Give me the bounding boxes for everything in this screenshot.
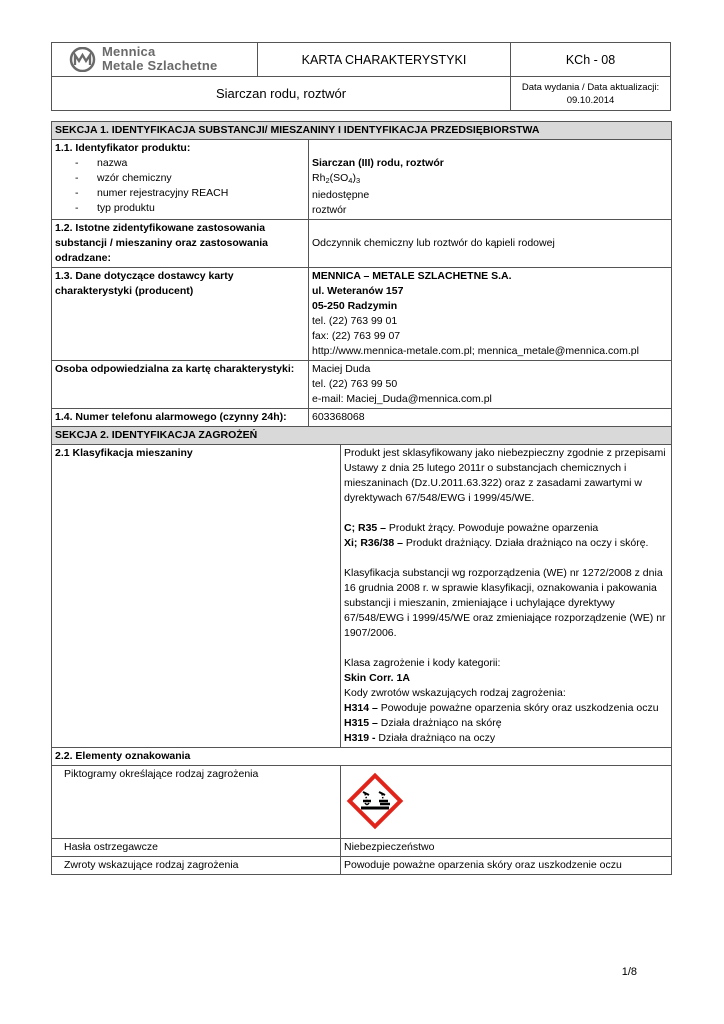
clp-paragraph: Klasyfikacja substancji wg rozporządzenia (WE) nr 1272/2008 z dnia 16 grudnia 2008 r. w sprawie klasyfikacji, oznakowania i pakowania substancji i mieszanin, zmieniające i uchylające dyrektywy 67/548/EWG i 1999/45/WE oraz zmieniające rozporządzenie (WE) nr 1907/2006. — [344, 567, 666, 639]
issue-dates — [511, 77, 670, 110]
supplier-line: ul. Weteranów 157 — [312, 285, 404, 297]
section-2-heading: SEKCJA 2. IDENTYFIKACJA ZAGROŻEŃ — [52, 427, 672, 445]
s11-item: - nazwa — [75, 157, 128, 169]
document-header — [51, 42, 671, 111]
logo-line-1: Mennica — [102, 44, 156, 59]
document-title: KARTA CHARAKTERYSTYKI — [258, 43, 511, 77]
contact-label: Osoba odpowiedzialna za kartę charakterystyki: — [52, 361, 309, 409]
s12-value: Odczynnik chemiczny lub roztwór do kąpieli rodowej — [309, 220, 672, 268]
product-identifier-label-cell — [52, 140, 309, 220]
s11-label: 1.1. Identyfikator produktu: — [55, 142, 191, 154]
product-type-value: roztwór — [312, 204, 347, 216]
corrosive-pictogram-icon — [344, 770, 406, 832]
supplier-line: 05-250 Radzymin — [312, 300, 398, 312]
supplier-details — [309, 268, 672, 361]
product-name-value: Siarczan (III) rodu, roztwór — [312, 157, 444, 169]
hazard-statement-value: Powoduje poważne oparzenia skóry oraz uszkodzenie oczu — [341, 857, 672, 875]
classification-text — [341, 445, 672, 748]
page-number: 1/8 — [621, 966, 637, 978]
hazard-classes: Klasa zagrożenie i kody kategorii: Skin Corr. 1A Kody zwrotów wskazujących rodzaj zagrożenia: H314 – Powoduje poważne oparzenia skóry oraz uszkodzenia oczu H315 – Działa drażniąco na skórę H319 - Działa drażniąco na oczy — [344, 657, 659, 744]
dates-value: 09.10.2014 — [566, 94, 615, 106]
r-phrases: C; R35 – Produkt żrący. Powoduje poważne oparzenia Xi; R36/38 – Produkt drażniący. Działa drażniąco na oczy i skórę. — [344, 522, 649, 549]
sds-table — [51, 121, 672, 875]
emergency-phone: 603368068 — [309, 409, 672, 427]
logo-line-2: Metale Szlachetne — [102, 58, 218, 73]
dates-label: Data wydania / Data aktualizacji: — [521, 81, 660, 93]
classification-paragraph: Produkt jest sklasyfikowany jako niebezpieczny zgodnie z przepisami Ustawy z dnia 25 lutego 2011r o substancjach chemicznych i mieszaninach (Dz.U.2011.63.322) oraz z zasadami zawartymi w dyrektywach 67/548/EWG i 1999/45/WE. — [344, 447, 666, 504]
signal-word-value: Niebezpieczeństwo — [341, 839, 672, 857]
s11-item: - wzór chemiczny — [75, 172, 172, 184]
s13-label: 1.3. Dane dotyczące dostawcy karty charakterystyki (producent) — [52, 268, 309, 361]
pictogram-cell — [341, 766, 672, 839]
reach-number-value: niedostępne — [312, 189, 370, 201]
s21-label: 2.1 Klasyfikacja mieszaniny — [52, 445, 341, 748]
s22-label: 2.2. Elementy oznakowania — [52, 748, 672, 766]
supplier-line: http://www.mennica-metale.com.pl; mennica_metale@mennica.com.pl — [312, 345, 639, 357]
contact-line: tel. (22) 763 99 50 — [312, 378, 398, 390]
signal-word-label: Hasła ostrzegawcze — [52, 839, 341, 857]
s12-label: 1.2. Istotne zidentyfikowane zastosowania substancji / mieszaniny oraz zastosowania odradzane: — [52, 220, 309, 268]
company-logo — [52, 43, 258, 77]
contact-details — [309, 361, 672, 409]
product-identifier-value-cell — [309, 140, 672, 220]
contact-line: e-mail: Maciej_Duda@mennica.com.pl — [312, 393, 492, 405]
logo-text — [102, 45, 217, 73]
mennica-logo-icon — [69, 47, 96, 72]
s11-item: - typ produktu — [75, 202, 155, 214]
product-name: Siarczan rodu, roztwór — [52, 77, 511, 110]
section-1-heading: SEKCJA 1. IDENTYFIKACJA SUBSTANCJI/ MIESZANINY I IDENTYFIKACJA PRZEDSIĘBIORSTWA — [52, 122, 672, 140]
supplier-line: tel. (22) 763 99 01 — [312, 315, 398, 327]
document-code: KCh - 08 — [511, 43, 670, 77]
hazard-statement-label: Zwroty wskazujące rodzaj zagrożenia — [52, 857, 341, 875]
supplier-line: MENNICA – METALE SZLACHETNE S.A. — [312, 270, 512, 282]
chemical-formula: $Rh_2(SO_4)_3$ — [312, 172, 361, 185]
s11-item: - numer rejestracyjny REACH — [75, 187, 229, 199]
supplier-line: fax: (22) 763 99 07 — [312, 330, 401, 342]
pictogram-label: Piktogramy określające rodzaj zagrożenia — [52, 766, 341, 839]
contact-line: Maciej Duda — [312, 363, 371, 375]
s14-label: 1.4. Numer telefonu alarmowego (czynny 24h): — [52, 409, 309, 427]
